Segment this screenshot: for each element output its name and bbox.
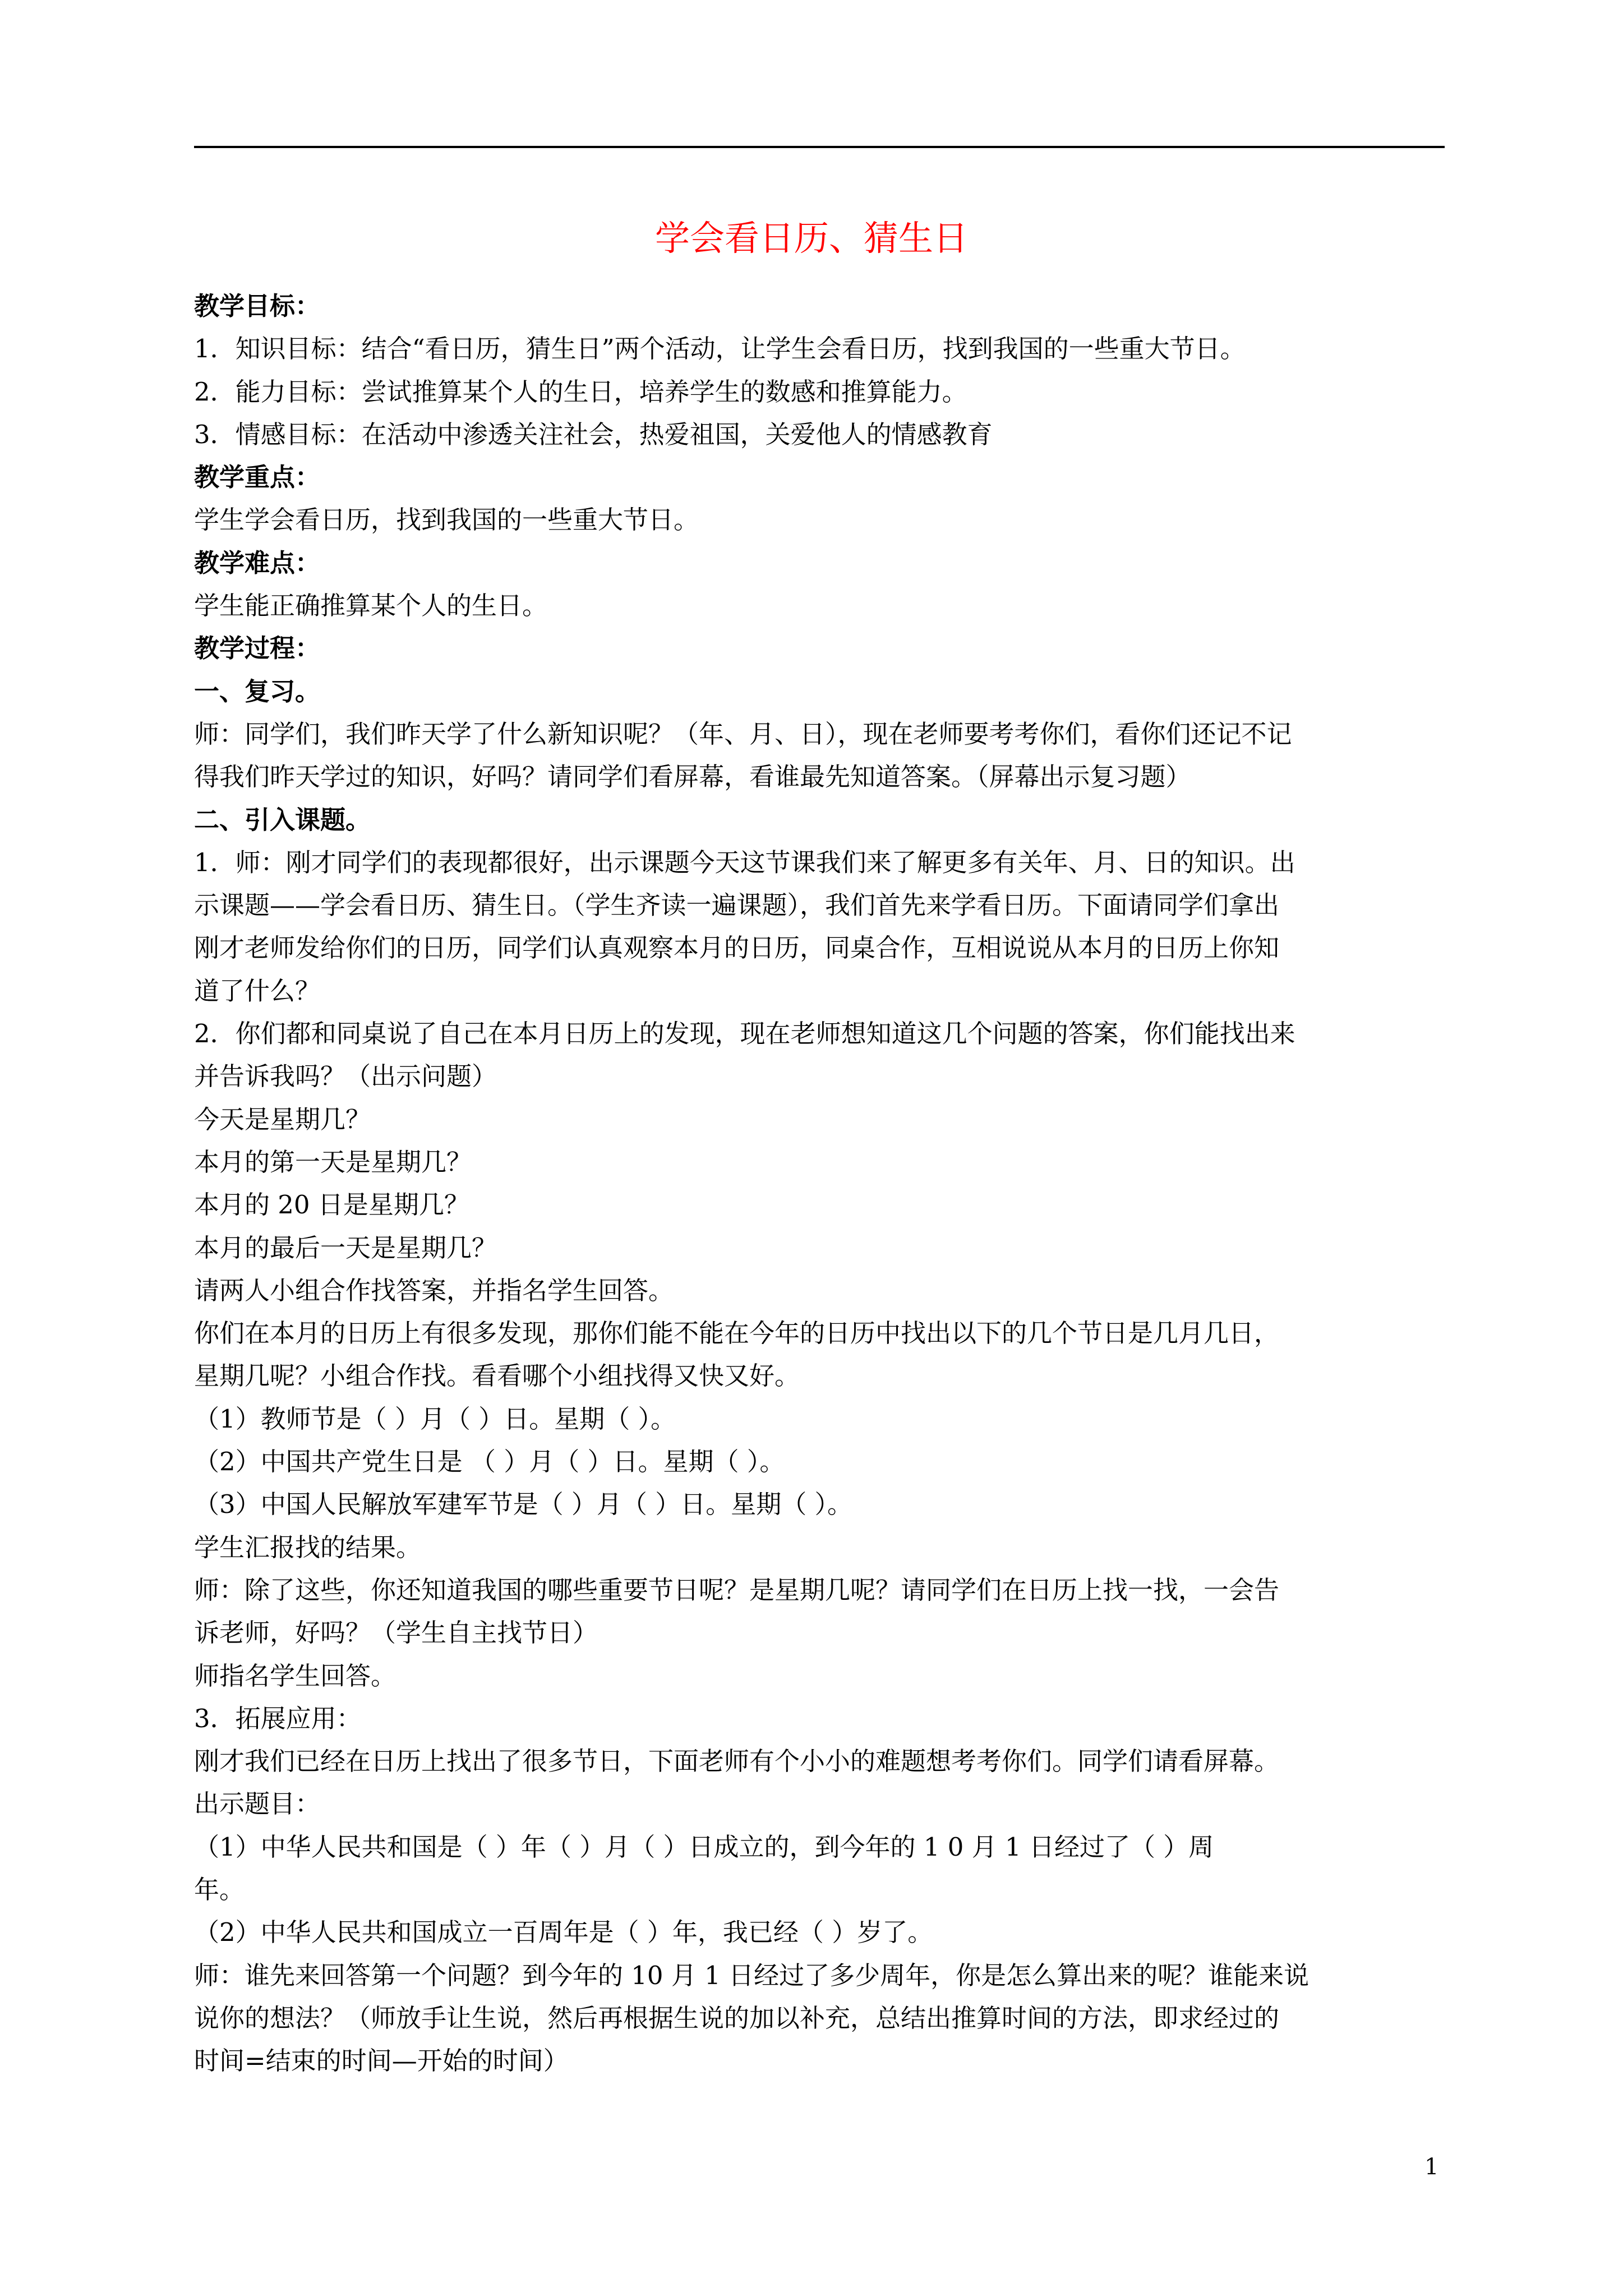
text-line: 得我们昨天学过的知识，好吗？请同学们看屏幕，看谁最先知道答案。（屏幕出示复习题） (194, 762, 1191, 792)
section-heading: 教学目标： (194, 291, 321, 321)
text-line: 星期几呢？小组合作找。看看哪个小组找得又快又好。 (194, 1361, 800, 1391)
text-line: 3．情感目标：在活动中渗透关注社会，热爱祖国，关爱他人的情感教育 (194, 419, 993, 449)
section-heading: 教学重点： (194, 462, 321, 493)
text-line: 1．知识目标：结合“看日历，猜生日”两个活动，让学生会看日历，找到我国的一些重大节日。 (194, 334, 1246, 364)
text-line: （3）中国人民解放军建军节是（ ）月（ ）日。星期（ ）。 (194, 1489, 853, 1520)
text-line: 师：谁先来回答第一个问题？到今年的 10 月 1 日经过了多少周年，你是怎么算出来的呢？谁能来说 (194, 1960, 1310, 1990)
text-line: 2．你们都和同桌说了自己在本月日历上的发现，现在老师想知道这几个问题的答案，你们能找出来 (194, 1019, 1295, 1049)
text-line: 诉老师，好吗？（学生自主找节日） (194, 1618, 598, 1648)
text-line: 学生学会看日历，找到我国的一些重大节日。 (194, 505, 699, 535)
text-line: （2）中国共产党生日是 （ ）月（ ）日。星期（ ）。 (194, 1447, 785, 1477)
text-line: 3．拓展应用： (194, 1703, 362, 1733)
text-line: 出示题目： (194, 1789, 321, 1819)
text-line: 师：除了这些，你还知道我国的哪些重要节日呢？是星期几呢？请同学们在日历上找一找，一会告 (194, 1575, 1280, 1605)
text-line: 师：同学们，我们昨天学了什么新知识呢？（年、月、日），现在老师要考考你们，看你们还记不记 (194, 719, 1292, 749)
text-line: 并告诉我吗？（出示问题） (194, 1061, 497, 1092)
section-heading: 一、复习。 (194, 676, 321, 706)
text-line: 2．能力目标：尝试推算某个人的生日，培养学生的数感和推算能力。 (194, 376, 967, 407)
text-line: （2）中华人民共和国成立一百周年是（ ）年，我已经（ ）岁了。 (194, 1917, 933, 1948)
text-line: （1）教师节是（ ）月（ ）日。星期（ ）。 (194, 1404, 676, 1434)
text-line: 示课题——学会看日历、猜生日。（学生齐读一遍课题），我们首先来学看日历。下面请同学们拿出 (194, 890, 1280, 921)
text-line: 本月的第一天是星期几？ (194, 1147, 472, 1177)
text-line: 学生能正确推算某个人的生日。 (194, 591, 548, 621)
text-line: 刚才老师发给你们的日历，同学们认真观察本月的日历，同桌合作，互相说说从本月的日历上你知 (194, 933, 1280, 963)
text-line: 时间=结束的时间—开始的时间） (194, 2046, 569, 2076)
text-line: 你们在本月的日历上有很多发现，那你们能不能在今年的日历中找出以下的几个节日是几月几日， (194, 1318, 1280, 1349)
text-line: 师指名学生回答。 (194, 1660, 396, 1691)
text-line: 本月的最后一天是星期几？ (194, 1232, 497, 1263)
section-heading: 教学难点： (194, 547, 321, 578)
text-line: 1．师：刚才同学们的表现都很好，出示课题今天这节课我们来了解更多有关年、月、日的知识。出 (194, 847, 1295, 877)
page-number: 1 (1424, 2154, 1439, 2180)
text-line: 今天是星期几？ (194, 1104, 371, 1134)
document-body (194, 285, 1448, 2082)
text-line: 请两人小组合作找答案，并指名学生回答。 (194, 1275, 674, 1305)
text-line: （1）中华人民共和国是（ ）年（ ）月（ ）日成立的，到今年的 1 0 月 1 日经过了（ ）周 (194, 1832, 1214, 1862)
text-line: 学生汇报找的结果。 (194, 1532, 422, 1562)
text-line: 年。 (194, 1874, 245, 1904)
text-line: 道了什么？ (194, 976, 321, 1006)
text-line: 本月的 20 日是星期几？ (194, 1190, 469, 1220)
text-line: 说你的想法？（师放手让生说，然后再根据生说的加以补充，总结出推算时间的方法，即求经过的 (194, 2003, 1280, 2033)
document-title: 学会看日历、猜生日 (654, 218, 968, 259)
text-line: 刚才我们已经在日历上找出了很多节日，下面老师有个小小的难题想考考你们。同学们请看屏幕。 (194, 1746, 1280, 1777)
section-heading: 教学过程： (194, 633, 321, 664)
section-heading: 二、引入课题。 (194, 804, 371, 835)
header-rule (194, 146, 1445, 148)
